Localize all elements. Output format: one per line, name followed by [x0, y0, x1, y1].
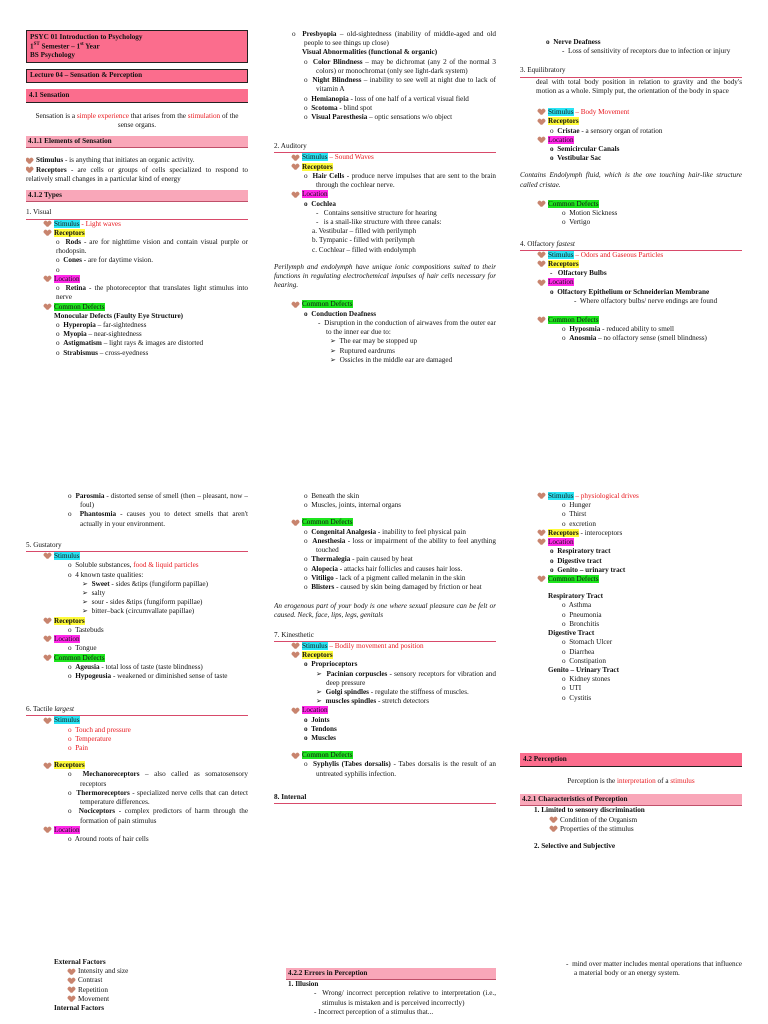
illusion-desc-2: - Incorrect perception of a stimulus that...: [314, 1007, 434, 1016]
cochlea-point-1: - Contains sensitive structure for hearing: [316, 208, 437, 217]
heart-bullet-icon: [44, 655, 51, 661]
anesthesia: o Anesthesia - loss or impairment of the ability to feel anything touched: [304, 536, 496, 555]
ext-4: Movement: [26, 995, 248, 1004]
tact-s1: o Touch and pressure: [68, 725, 131, 734]
heart-bullet-icon: [68, 978, 75, 984]
equil-location: Location: [520, 136, 742, 145]
auditory-stimulus: Stimulus – Sound Waves: [274, 153, 496, 162]
heart-bullet-icon: [538, 261, 545, 267]
visual-monocular: Monocular Defects (Faulty Eye Structure): [54, 311, 184, 320]
gust-s2: o 4 known taste qualities:: [68, 570, 144, 579]
visual-abnormalities: Visual Abnormalities (functional & organic): [302, 48, 438, 57]
visual-location: Location: [26, 275, 248, 284]
heart-bullet-icon: [68, 996, 75, 1002]
kin-loc2: o Tendons: [304, 724, 337, 733]
heart-bullet-icon: [292, 155, 299, 161]
heart-bullet-icon: [44, 763, 51, 769]
drive-thirst: o Thirst: [562, 510, 587, 519]
congenital-analgesia: o Congenital Analgesia - inability to feel physical pain: [304, 527, 466, 536]
equil-defects: Common Defects: [520, 200, 742, 209]
bronchitis: o Bronchitis: [562, 619, 600, 628]
visual-cones: o Cones - are for daytime vision.: [56, 256, 154, 265]
int-receptors: Receptors - interoceptors: [520, 529, 742, 538]
char-2: 2. Selective and Subjective: [534, 842, 616, 851]
cochlea: o Cochlea: [304, 199, 336, 208]
heart-bullet-icon: [538, 109, 545, 115]
nerve-deafness-desc: - Loss of sensitivity of receptors due to infection or injury: [562, 47, 731, 56]
canal-vestibular: a. Vestibular – filled with perilymph: [312, 227, 417, 236]
mechanoreceptors: o Mechanoreceptors – also called as somatosensory receptors: [68, 770, 248, 788]
heart-bullet-icon: [538, 252, 545, 258]
visual-paresthesia: o Visual Paresthesia – optic sensations w/o object: [304, 112, 453, 121]
diarrhea: o Diarrhea: [562, 647, 595, 656]
sensation-definition: Sensation is a simple experience that arises from the stimulation of the sense organs.: [35, 111, 239, 130]
hyposmia: o Hyposmia - reduced ability to smell: [562, 325, 674, 334]
column-3-c: [560, 960, 742, 1000]
internal-factors: Internal Factors: [54, 1004, 105, 1013]
gust-stimulus: Stimulus: [26, 552, 248, 561]
syphilis: o Syphylis (Tabes dorsalis) - Tabes dorsalis is the result of an untreated syphilis infection.: [304, 760, 496, 778]
heart-bullet-icon: [68, 987, 75, 993]
taste-salty: ➢ salty: [82, 588, 106, 597]
heart-bullet-icon: [292, 643, 299, 649]
conduction-deafness: o Conduction Deafness: [304, 309, 377, 318]
ext-1: Intensity and size: [26, 967, 248, 976]
tact-location: Location: [26, 826, 248, 835]
heart-bullet-icon: [44, 276, 51, 282]
section-perception: 4.2 Perception: [520, 753, 742, 767]
heart-bullet-icon: [292, 520, 299, 526]
heart-bullet-icon: [538, 530, 545, 536]
cd-desc: - Disruption in the conduction of airwaves from the outer ear to the inner ear due to:: [318, 318, 496, 337]
heart-bullet-icon: [550, 826, 557, 832]
page-middle: [0, 490, 768, 950]
page-top: [0, 0, 768, 460]
gust-location: Location: [26, 635, 248, 644]
heart-bullet-icon: [44, 636, 51, 642]
column-3: [520, 38, 742, 460]
heart-bullet-icon: [538, 493, 545, 499]
heart-bullet-icon: [538, 119, 545, 125]
taste-sour: ➢ sour - sides &tips (fungiform papillae): [82, 598, 203, 607]
drive-excretion: o excretion: [562, 519, 596, 528]
olf-defects: Common Defects: [520, 316, 742, 325]
char-1: 1. Limited to sensory discrimination: [534, 806, 645, 815]
tact-receptors: Receptors: [26, 761, 248, 770]
element-stimulus: Stimulus - is anything that initiates an organic activity.: [26, 156, 248, 165]
visual-rods: o Rods - are for nighttime vision and contain visual purple or rhodopsin.: [56, 238, 248, 256]
type-tactile-title: 6. Tactile largest: [26, 705, 248, 716]
alopecia: o Alopecia - attacks hair follicles and causes hair loss.: [304, 564, 463, 573]
section-sensation: 4.1 Sensation: [26, 89, 248, 103]
stomach-ulcer: o Stomach Ulcer: [562, 638, 613, 647]
canal-cochlear: c. Cochlear – filled with endolymph: [312, 245, 416, 254]
external-factors: External Factors: [54, 958, 106, 966]
taste-sweet: ➢ Sweet - sides &tips (fungiform papillae): [82, 579, 209, 588]
hemianopia: o Hemianopia - loss of one half of a vertical visual field: [304, 94, 469, 103]
ageusia: o Ageusia - total loss of taste (taste blindness): [68, 662, 203, 671]
tact-s2: o Temperature: [68, 734, 112, 743]
column-2-c: [286, 968, 496, 1024]
heart-bullet-icon: [538, 137, 545, 143]
tactile-note: An erogenous part of your body is one where sexual pleasure can be felt or caused. Neck, face, lips, legs, genitals: [274, 602, 496, 620]
motion-sickness: o Motion Sickness: [562, 209, 618, 218]
mind-over-matter: - mind over matter includes mental operations that influence a material body or an energy system.: [566, 960, 742, 978]
heart-bullet-icon: [68, 969, 75, 975]
heart-bullet-icon: [292, 192, 299, 198]
cd-item-2: ➢ Ruptured eardrums: [330, 346, 395, 355]
heart-bullet-icon: [44, 618, 51, 624]
equil-note: Contains Endolymph fluid, which is the one touching hair-like structure called cristae.: [520, 171, 742, 189]
heart-bullet-icon: [26, 158, 33, 164]
tact-defects: Common Defects: [274, 518, 496, 527]
ext-2: Contrast: [26, 976, 248, 985]
heart-bullet-icon: [538, 539, 545, 545]
int-loc1: o Respiratory tract: [550, 547, 611, 556]
visual-retina: o Retina - the photoreceptor that translates light stimulus into nerve: [56, 284, 248, 302]
lecture-title: Lecture 04 – Sensation & Perception: [26, 69, 248, 82]
element-receptors: Receptors - are cells or groups of cells specialized to respond to relatively small changes in a particular kind of energy: [26, 165, 248, 183]
visual-stimulus: Stimulus - Light waves: [26, 220, 248, 229]
heart-bullet-icon: [292, 302, 299, 308]
subsection-errors: 4.2.2 Errors in Perception: [286, 968, 496, 980]
column-2-b: [274, 492, 496, 912]
cystitis: o Cystitis: [562, 693, 592, 702]
cd-item-3: ➢ Ossicles in the middle ear are damaged: [330, 355, 453, 364]
uti: o UTI: [562, 684, 582, 693]
auditory-receptors: Receptors: [274, 163, 496, 172]
int-loc3: o Genito – urinary tract: [550, 565, 626, 574]
equil-desc: deal with total body position in relation to gravity and the body's motion as a whole. Simply put, the orientation of the body in space: [536, 77, 742, 95]
int-location: Location: [520, 538, 742, 547]
kin-defects: Common Defects: [274, 751, 496, 760]
int-defects: Common Defects: [520, 575, 742, 584]
char-1b: Properties of the stimulus: [520, 825, 742, 834]
equil-cristae: o Cristae - a sensory organ of rotation: [550, 126, 663, 135]
hypogeusia: o Hypogeusia - weakened or diminished sense of taste: [68, 671, 228, 680]
tact-loc2: o Beneath the skin: [304, 492, 360, 500]
heart-bullet-icon: [538, 201, 545, 207]
golgi: ➢ Golgi spindles - regulate the stiffness of muscles.: [316, 687, 469, 696]
type-visual-title: 1. Visual: [26, 208, 248, 219]
heart-bullet-icon: [44, 827, 51, 833]
nociceptors: o Nociceptors - complex predictors of harm through the formation of pain stimulus: [68, 807, 248, 825]
heart-bullet-icon: [44, 718, 51, 724]
type-equilibratory-title: 3. Equilibratory: [520, 66, 742, 77]
visual-hyperopia: o Hyperopia – far-sightedness: [56, 320, 147, 329]
auditory-location: Location: [274, 190, 496, 199]
heart-bullet-icon: [44, 230, 51, 236]
taste-bitter: ➢ bitter–back (circumvallate papillae): [82, 607, 195, 616]
subsection-elements: 4.1.1 Elements of Sensation: [26, 136, 248, 148]
vertigo: o Vertigo: [562, 218, 591, 227]
equil-stimulus: Stimulus – Body Movement: [520, 108, 742, 117]
dig-tract: Digestive Tract: [548, 629, 595, 638]
visual-myopia: o Myopia – near-sightedness: [56, 330, 142, 339]
visual-defects: Common Defects: [26, 303, 248, 312]
kin-location: Location: [274, 706, 496, 715]
type-gustatory-title: 5. Gustatory: [26, 541, 248, 552]
olf-epithelium: o Olfactory Epithelium or Schneiderian Membrane: [550, 287, 710, 296]
anosmia: o Anosmia – no olfactory sense (smell blindness): [562, 334, 707, 343]
tact-loc3: o Muscles, joints, internal organs: [304, 501, 402, 510]
type-kinesthetic-title: 7. Kinesthetic: [274, 631, 496, 642]
type-olfactory-title: 4. Olfactory fastest: [520, 240, 742, 251]
proprioceptors: o Proprioceptors: [304, 660, 358, 669]
course-title: PSYC 01 Introduction to Psychology: [30, 33, 143, 41]
parosmia: o Parosmia - distorted sense of smell (then – pleasant, now – foul): [68, 492, 248, 510]
ext-3: Repetition: [26, 986, 248, 995]
int-loc2: o Digestive tract: [550, 556, 602, 565]
heart-bullet-icon: [292, 164, 299, 170]
subsection-types: 4.1.2 Types: [26, 190, 248, 202]
column-3-b: [520, 492, 742, 922]
column-1-c: [26, 958, 248, 1024]
int-stimulus: Stimulus – physiological drives: [520, 492, 742, 501]
drive-hunger: o Hunger: [562, 501, 591, 510]
type-auditory-title: 2. Auditory: [274, 142, 496, 153]
heart-bullet-icon: [44, 304, 51, 310]
course-header: [26, 30, 248, 63]
kin-loc1: o Joints: [304, 715, 330, 724]
blisters: o Blisters - caused by skin being damaged by friction or heat: [304, 582, 482, 591]
column-2: [274, 30, 496, 460]
illusion-desc: - Wrong/ incorrect perception relative to interpretation (i.e., stimulus is mistaken and is perceived incorrectly): [314, 989, 496, 1007]
olf-receptors: Receptors: [520, 260, 742, 269]
kin-stimulus: Stimulus – Bodily movement and position: [274, 642, 496, 651]
asthma: o Asthma: [562, 601, 592, 610]
canal-tympanic: b. Tympanic - filled with perilymph: [312, 236, 415, 245]
kin-loc3: o Muscles: [304, 734, 336, 743]
phantosmia: o Phantosmia - causes you to detect smells that aren't actually in your environment.: [68, 510, 248, 528]
thermoreceptors: o Thermoreceptors - specialized nerve cells that can detect temperature differences.: [68, 788, 248, 807]
char-1a: Condition of the Organism: [520, 816, 742, 825]
equil-vs: o Vestibular Sac: [550, 154, 602, 163]
visual-empty-item: o: [56, 265, 60, 274]
gust-defects: Common Defects: [26, 654, 248, 663]
tongue: o Tongue: [68, 644, 97, 653]
olf-bulbs: - Olfactory Bulbs: [550, 269, 607, 278]
column-1-b: [26, 492, 248, 912]
cochlea-point-2: - is a snail-like structure with three canals:: [316, 217, 442, 226]
gust-s1: o Soluble substances, food & liquid particles: [68, 561, 199, 570]
thermalegia: o Thermalegia - pain caused by heat: [304, 555, 413, 564]
muscle-spindles: ➢ muscles spindles - stretch detectors: [316, 697, 430, 706]
heart-bullet-icon: [26, 167, 33, 173]
illusion: 1. Illusion: [288, 980, 319, 989]
vitiligo: o Vitiligo - lack of a pigment called melanin in the skin: [304, 573, 466, 582]
heart-bullet-icon: [44, 553, 51, 559]
heart-bullet-icon: [292, 753, 299, 759]
page-bottom: [0, 958, 768, 1024]
auditory-defects: Common Defects: [274, 300, 496, 309]
olf-location: Location: [520, 278, 742, 287]
heart-bullet-icon: [538, 317, 545, 323]
pneumonia: o Pneumonia: [562, 610, 602, 619]
equil-scc: o Semicircular Canals: [550, 144, 620, 153]
course-program: BS Psychology: [30, 51, 75, 60]
perception-definition: Perception is the interpretation of a stimulus: [567, 777, 695, 786]
visual-astigmatism: o Astigmatism – light rays & images are distorted: [56, 339, 204, 348]
heart-bullet-icon: [550, 817, 557, 823]
heart-bullet-icon: [538, 280, 545, 286]
nerve-deafness: o Nerve Deafness: [546, 38, 601, 46]
tact-stimulus: Stimulus: [26, 716, 248, 725]
subsection-characteristics: 4.2.1 Characteristics of Perception: [520, 794, 742, 806]
auditory-note: Perilymph and endolymph have unique ionic compositions suited to their functions in regulating electrochemical impulses of hair cells necessary for hearing.: [274, 262, 496, 290]
gu-tract: Genito – Urinary Tract: [548, 665, 619, 674]
color-blindness: o Color Blindness – may be dichromat (any 2 of the normal 3 colors) or monochromat (only see light-dark system): [304, 57, 496, 75]
visual-receptors: Receptors: [26, 229, 248, 238]
gust-receptors: Receptors: [26, 617, 248, 626]
resp-tract: Respiratory Tract: [548, 592, 604, 601]
kidney-stones: o Kidney stones: [562, 675, 611, 684]
heart-bullet-icon: [538, 576, 545, 582]
kin-receptors: Receptors: [274, 651, 496, 660]
heart-bullet-icon: [44, 221, 51, 227]
tastebuds: o Tastebuds: [68, 625, 104, 634]
heart-bullet-icon: [292, 708, 299, 714]
auditory-hair-cells: o Hair Cells - produce nerve impulses that are sent to the brain through the cochlear nerve.: [304, 171, 496, 190]
presbyopia: o Presbyopia – old-sightedness (inability of middle-aged and old people to see things up close): [292, 30, 496, 48]
course-semester: 1ST Semester – 1st Year: [30, 42, 100, 51]
heart-bullet-icon: [292, 652, 299, 658]
tact-s3: o Pain: [68, 744, 88, 753]
column-1: [26, 30, 248, 460]
cd-item-1: ➢ The ear may be stopped up: [330, 337, 418, 346]
tact-loc1: o Around roots of hair cells: [68, 835, 149, 843]
olf-epithelium-desc: - Where olfactory bulbs/ nerve endings are found: [574, 296, 718, 305]
visual-strabismus: o Strabismus – cross-eyedness: [56, 348, 149, 357]
night-blindness: o Night Blindness – inability to see well at night due to lack of vitamin A: [304, 76, 496, 94]
equil-receptors: Receptors: [520, 117, 742, 126]
olf-stimulus: Stimulus – Odors and Gaseous Particles: [520, 251, 742, 260]
pacinian: ➢ Pacinian corpuscles - sensory receptors for vibration and deep pressure: [316, 669, 496, 687]
scotoma: o Scotoma - blind spot: [304, 103, 373, 112]
constipation: o Constipation: [562, 656, 606, 665]
type-internal-title: 8. Internal: [274, 793, 496, 804]
